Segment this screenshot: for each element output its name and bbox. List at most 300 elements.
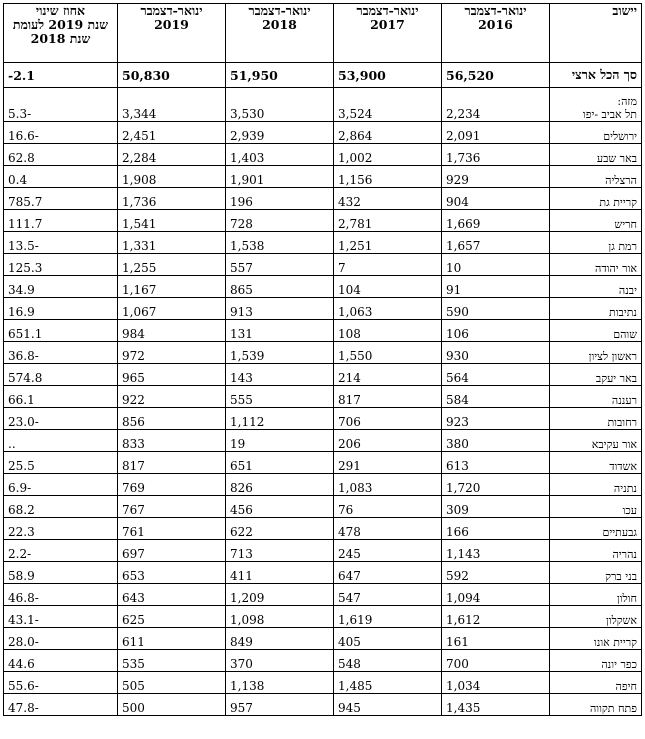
value-2019: 833 (122, 437, 145, 451)
value-2018: 131 (230, 327, 253, 341)
table-row (4, 88, 642, 122)
value-2016: 1,720 (446, 481, 481, 495)
value-2018: 557 (230, 261, 253, 275)
settlement-name: קריית אונו (593, 636, 637, 649)
total-2019-value: 50,830 (122, 67, 170, 83)
change-value: 36.8- (8, 349, 39, 363)
total-2017 (334, 63, 442, 88)
table-row (4, 298, 642, 320)
value-cell-2016 (442, 254, 550, 276)
change-value: 68.2 (8, 503, 35, 517)
settlement-cell (550, 88, 642, 122)
change-cell (4, 452, 118, 474)
value-2019: 1,067 (122, 305, 157, 319)
value-2016: 613 (446, 459, 469, 473)
value-2016: 1,143 (446, 547, 481, 561)
value-cell-2017 (334, 518, 442, 540)
value-cell-2017 (334, 672, 442, 694)
total-2016-value: 56,520 (446, 67, 494, 83)
change-cell (4, 298, 118, 320)
settlement-name: הרצליה (605, 174, 637, 187)
table-row (4, 210, 642, 232)
value-2017: 1,156 (338, 173, 373, 187)
total-2018-value: 51,950 (230, 67, 278, 83)
value-cell-2016 (442, 496, 550, 518)
value-cell-2017 (334, 188, 442, 210)
change-value: 62.8 (8, 151, 35, 165)
value-cell-2017 (334, 474, 442, 496)
value-2018: 2,939 (230, 129, 265, 143)
value-2018: 456 (230, 503, 253, 517)
change-cell (4, 518, 118, 540)
value-2019: 1,541 (122, 217, 157, 231)
value-2017: 206 (338, 437, 361, 451)
value-2016: 1,094 (446, 591, 481, 605)
table-row (4, 430, 642, 452)
value-2019: 611 (122, 635, 145, 649)
settlement-name: חריש (614, 218, 637, 231)
change-cell (4, 474, 118, 496)
value-cell-2019 (118, 452, 226, 474)
value-cell-2016 (442, 606, 550, 628)
value-cell-2018 (226, 276, 334, 298)
table-row (4, 606, 642, 628)
settlement-name: בני ברק (605, 570, 637, 583)
value-2018: 957 (230, 701, 253, 715)
table-row (4, 188, 642, 210)
settlement-cell (550, 474, 642, 496)
value-cell-2018 (226, 672, 334, 694)
value-2016: 166 (446, 525, 469, 539)
settlement-cell (550, 672, 642, 694)
header-2019-period: ינואר-דצמבר (140, 3, 203, 18)
value-cell-2016 (442, 408, 550, 430)
header-2017-period: ינואר-דצמבר (356, 3, 419, 18)
settlement-name: אור יהודה (595, 262, 637, 275)
table-row (4, 254, 642, 276)
table-row (4, 650, 642, 672)
header-2016-year: 2016 (478, 17, 513, 32)
value-2018: 865 (230, 283, 253, 297)
table-row (4, 408, 642, 430)
value-cell-2017 (334, 540, 442, 562)
value-2017: 76 (338, 503, 354, 517)
table-row (4, 364, 642, 386)
header-2018-period: ינואר-דצמבר (248, 3, 311, 18)
change-value: 574.8 (8, 371, 43, 385)
value-cell-2017 (334, 452, 442, 474)
value-2018: 196 (230, 195, 253, 209)
value-cell-2017 (334, 628, 442, 650)
value-cell-2019 (118, 562, 226, 584)
value-2019: 922 (122, 393, 145, 407)
value-cell-2018 (226, 408, 334, 430)
value-cell-2019 (118, 628, 226, 650)
total-change (4, 63, 118, 88)
table-row (4, 672, 642, 694)
value-2018: 1,098 (230, 613, 265, 627)
settlement-cell (550, 452, 642, 474)
value-2017: 432 (338, 195, 361, 209)
value-cell-2017 (334, 298, 442, 320)
value-cell-2017 (334, 144, 442, 166)
settlement-name: ירושלים (603, 130, 637, 143)
value-cell-2017 (334, 320, 442, 342)
change-cell (4, 276, 118, 298)
value-cell-2016 (442, 430, 550, 452)
settlement-name: עכו (622, 504, 637, 517)
value-cell-2017 (334, 88, 442, 122)
value-2017: 1,619 (338, 613, 373, 627)
value-2016: 1,435 (446, 701, 481, 715)
header-change-line2: שנת 2019 לעומת (12, 17, 109, 32)
value-2017: 1,251 (338, 239, 373, 253)
settlement-cell (550, 694, 642, 716)
value-2016: 1,612 (446, 613, 481, 627)
settlement-name: מזה: (617, 95, 637, 108)
value-cell-2018 (226, 496, 334, 518)
value-cell-2016 (442, 276, 550, 298)
settlement-name: קריית גת (599, 196, 637, 209)
value-2018: 555 (230, 393, 253, 407)
value-cell-2017 (334, 386, 442, 408)
value-2016: 929 (446, 173, 469, 187)
value-2017: 945 (338, 701, 361, 715)
value-2016: 592 (446, 569, 469, 583)
table-row (4, 276, 642, 298)
change-cell (4, 672, 118, 694)
value-2016: 2,091 (446, 129, 481, 143)
change-value: 55.6- (8, 679, 39, 693)
value-2019: 817 (122, 459, 145, 473)
value-2019: 2,284 (122, 151, 157, 165)
value-cell-2016 (442, 474, 550, 496)
settlement-name: ראשון לציון (588, 350, 637, 363)
value-2016: 1,034 (446, 679, 481, 693)
value-cell-2016 (442, 452, 550, 474)
value-2017: 2,864 (338, 129, 373, 143)
header-2016 (442, 4, 550, 63)
value-2019: 505 (122, 679, 145, 693)
value-2019: 972 (122, 349, 145, 363)
value-cell-2017 (334, 166, 442, 188)
settlement-name: נתניה (613, 482, 637, 495)
value-2016: 2,234 (446, 107, 481, 121)
value-cell-2018 (226, 232, 334, 254)
change-value: 34.9 (8, 283, 35, 297)
value-cell-2018 (226, 474, 334, 496)
change-value: 66.1 (8, 393, 35, 407)
table-row (4, 584, 642, 606)
change-value: 58.9 (8, 569, 35, 583)
value-cell-2019 (118, 188, 226, 210)
value-2016: 564 (446, 371, 469, 385)
value-2017: 108 (338, 327, 361, 341)
settlement-name: רעננה (611, 394, 637, 407)
value-2017: 1,083 (338, 481, 373, 495)
value-cell-2016 (442, 298, 550, 320)
value-2017: 3,524 (338, 107, 373, 121)
value-cell-2019 (118, 694, 226, 716)
settlement-name: פתח תקווה (589, 702, 637, 715)
settlement-name: כפר יונה (601, 658, 637, 671)
change-value: 43.1- (8, 613, 39, 627)
change-cell (4, 254, 118, 276)
settlement-name: באר שבע (596, 152, 637, 165)
value-cell-2018 (226, 386, 334, 408)
settlement-name: שוהם (613, 328, 637, 341)
value-cell-2019 (118, 210, 226, 232)
value-cell-2018 (226, 628, 334, 650)
change-cell (4, 166, 118, 188)
settlement-cell (550, 166, 642, 188)
value-2018: 1,539 (230, 349, 265, 363)
value-2019: 1,908 (122, 173, 157, 187)
value-2019: 500 (122, 701, 145, 715)
total-label: סך הכל ארצי (550, 63, 642, 88)
value-cell-2019 (118, 650, 226, 672)
value-cell-2019 (118, 474, 226, 496)
value-2019: 761 (122, 525, 145, 539)
value-cell-2019 (118, 518, 226, 540)
value-2018: 411 (230, 569, 253, 583)
value-2016: 590 (446, 305, 469, 319)
value-cell-2017 (334, 276, 442, 298)
value-cell-2018 (226, 562, 334, 584)
settlement-cell (550, 386, 642, 408)
value-cell-2016 (442, 540, 550, 562)
value-2017: 548 (338, 657, 361, 671)
value-2019: 984 (122, 327, 145, 341)
value-2016: 91 (446, 283, 462, 297)
value-cell-2017 (334, 430, 442, 452)
change-value: 28.0- (8, 635, 39, 649)
value-2016: 923 (446, 415, 469, 429)
table-row (4, 166, 642, 188)
settlement-name: רמת גן (608, 240, 637, 253)
value-cell-2016 (442, 628, 550, 650)
value-cell-2019 (118, 88, 226, 122)
header-change-line3: שנת 2018 (30, 31, 91, 46)
table-row (4, 232, 642, 254)
value-cell-2017 (334, 496, 442, 518)
header-2017-year: 2017 (370, 17, 405, 32)
header-change (4, 4, 118, 63)
change-value: 22.3 (8, 525, 35, 539)
settlement-cell (550, 254, 642, 276)
settlement-cell (550, 188, 642, 210)
value-cell-2018 (226, 364, 334, 386)
value-cell-2018 (226, 540, 334, 562)
value-cell-2017 (334, 694, 442, 716)
change-cell (4, 342, 118, 364)
settlement-name: אור עקיבא (591, 438, 637, 451)
value-2019: 965 (122, 371, 145, 385)
value-2018: 1,112 (230, 415, 265, 429)
value-cell-2018 (226, 122, 334, 144)
value-cell-2018 (226, 320, 334, 342)
value-cell-2019 (118, 540, 226, 562)
value-cell-2016 (442, 650, 550, 672)
value-cell-2019 (118, 254, 226, 276)
value-2018: 19 (230, 437, 246, 451)
table-row (4, 144, 642, 166)
value-cell-2016 (442, 584, 550, 606)
table-row (4, 386, 642, 408)
change-cell (4, 188, 118, 210)
value-2019: 856 (122, 415, 145, 429)
value-cell-2019 (118, 672, 226, 694)
change-cell (4, 88, 118, 122)
header-2018-year: 2018 (262, 17, 297, 32)
change-cell (4, 364, 118, 386)
settlement-cell (550, 518, 642, 540)
change-value: 46.8- (8, 591, 39, 605)
total-2018 (226, 63, 334, 88)
change-value: 23.0- (8, 415, 39, 429)
table-row (4, 474, 642, 496)
change-cell (4, 144, 118, 166)
change-value: 25.5 (8, 459, 35, 473)
table-row (4, 342, 642, 364)
value-2016: 1,669 (446, 217, 481, 231)
value-2018: 1,538 (230, 239, 265, 253)
value-cell-2019 (118, 408, 226, 430)
value-2019: 1,167 (122, 283, 157, 297)
value-cell-2018 (226, 584, 334, 606)
value-cell-2019 (118, 232, 226, 254)
value-cell-2016 (442, 144, 550, 166)
value-2019: 767 (122, 503, 145, 517)
total-2019 (118, 63, 226, 88)
settlement-name: אשקלון (605, 614, 637, 627)
value-cell-2018 (226, 650, 334, 672)
settlement-cell (550, 496, 642, 518)
total-2017-value: 53,900 (338, 67, 386, 83)
value-2019: 697 (122, 547, 145, 561)
change-cell (4, 562, 118, 584)
value-2018: 849 (230, 635, 253, 649)
value-cell-2016 (442, 672, 550, 694)
value-2017: 7 (338, 261, 346, 275)
value-2016: 904 (446, 195, 469, 209)
value-cell-2018 (226, 606, 334, 628)
value-2017: 547 (338, 591, 361, 605)
value-cell-2019 (118, 166, 226, 188)
value-2016: 1,736 (446, 151, 481, 165)
value-2018: 1,403 (230, 151, 265, 165)
value-2018: 1,901 (230, 173, 265, 187)
value-cell-2017 (334, 408, 442, 430)
value-2016: 584 (446, 393, 469, 407)
value-2018: 3,530 (230, 107, 265, 121)
value-cell-2018 (226, 166, 334, 188)
change-value: 44.6 (8, 657, 35, 671)
change-cell (4, 584, 118, 606)
change-value: 2.2- (8, 547, 32, 561)
settlement-cell (550, 276, 642, 298)
value-2018: 913 (230, 305, 253, 319)
value-2017: 478 (338, 525, 361, 539)
value-cell-2019 (118, 364, 226, 386)
value-cell-2016 (442, 166, 550, 188)
change-cell (4, 210, 118, 232)
value-cell-2018 (226, 88, 334, 122)
table-row (4, 496, 642, 518)
value-cell-2016 (442, 320, 550, 342)
change-cell (4, 430, 118, 452)
value-2016: 380 (446, 437, 469, 451)
settlement-name: תל אביב -יפו (582, 108, 637, 121)
value-cell-2018 (226, 254, 334, 276)
settlement-name: באר יעקב (595, 372, 637, 385)
table-row (4, 122, 642, 144)
value-2017: 1,002 (338, 151, 373, 165)
settlement-name: נהריה (612, 548, 637, 561)
value-cell-2016 (442, 562, 550, 584)
value-2018: 143 (230, 371, 253, 385)
value-2019: 535 (122, 657, 145, 671)
value-cell-2017 (334, 254, 442, 276)
value-cell-2017 (334, 606, 442, 628)
value-cell-2017 (334, 562, 442, 584)
header-2019-year: 2019 (154, 17, 189, 32)
value-cell-2018 (226, 430, 334, 452)
value-2019: 1,255 (122, 261, 157, 275)
value-2019: 653 (122, 569, 145, 583)
value-cell-2018 (226, 694, 334, 716)
value-2019: 1,736 (122, 195, 157, 209)
change-cell (4, 408, 118, 430)
value-2019: 1,331 (122, 239, 157, 253)
value-cell-2019 (118, 298, 226, 320)
value-cell-2016 (442, 188, 550, 210)
value-2017: 1,550 (338, 349, 373, 363)
table-row (4, 452, 642, 474)
table-row (4, 540, 642, 562)
settlement-cell (550, 628, 642, 650)
change-cell (4, 628, 118, 650)
value-2019: 769 (122, 481, 145, 495)
value-2017: 2,781 (338, 217, 373, 231)
value-cell-2016 (442, 210, 550, 232)
value-2016: 700 (446, 657, 469, 671)
change-value: 785.7 (8, 195, 43, 209)
value-2018: 826 (230, 481, 253, 495)
table-row (4, 320, 642, 342)
header-2017 (334, 4, 442, 63)
settlement-name: אשדוד (609, 460, 637, 473)
settlement-cell (550, 320, 642, 342)
value-cell-2019 (118, 320, 226, 342)
value-2018: 1,209 (230, 591, 265, 605)
value-2018: 622 (230, 525, 253, 539)
value-cell-2018 (226, 342, 334, 364)
value-cell-2017 (334, 122, 442, 144)
table-row (4, 694, 642, 716)
settlement-cell (550, 430, 642, 452)
value-cell-2016 (442, 518, 550, 540)
value-2018: 1,138 (230, 679, 265, 693)
settlement-cell (550, 562, 642, 584)
value-cell-2019 (118, 606, 226, 628)
value-cell-2019 (118, 386, 226, 408)
change-value: 5.3- (8, 107, 32, 121)
total-row (4, 63, 642, 88)
settlement-cell (550, 364, 642, 386)
value-2017: 1,485 (338, 679, 373, 693)
settlement-cell (550, 408, 642, 430)
